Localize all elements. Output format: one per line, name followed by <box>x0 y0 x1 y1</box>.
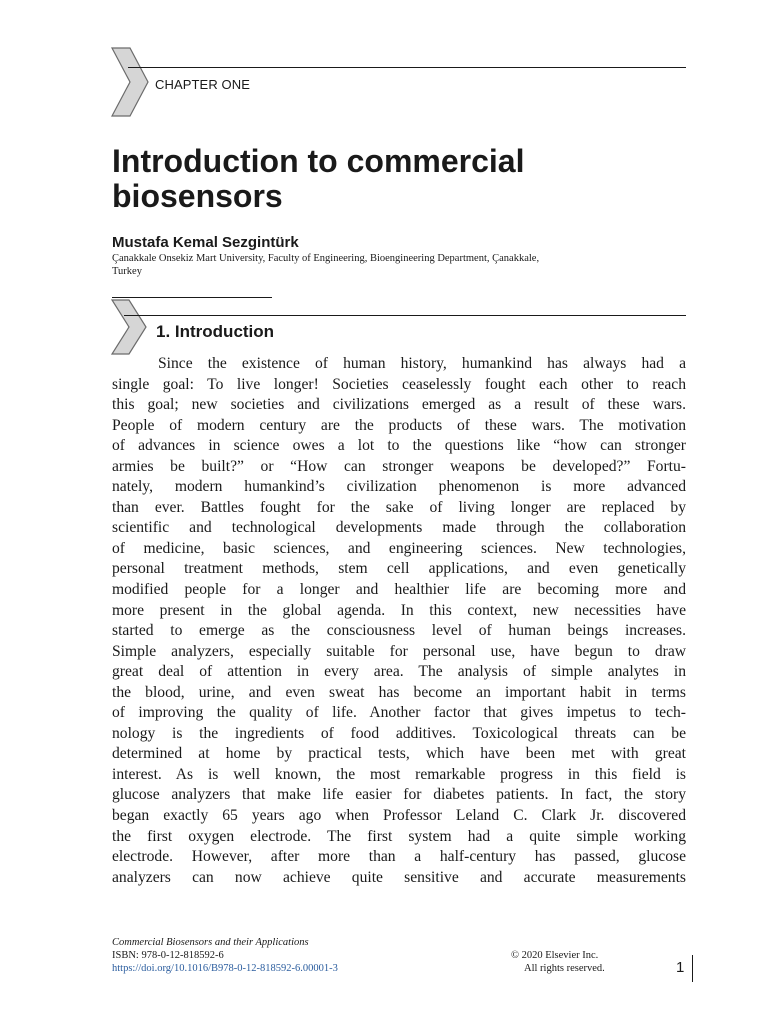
chapter-rule <box>128 67 686 68</box>
body-line: this goal; new societies and civilizations emerged as a result of these wars. <box>112 396 686 414</box>
author-affiliation <box>112 252 692 278</box>
chapter-label: CHAPTER ONE <box>155 77 251 92</box>
section-body <box>112 354 686 888</box>
footer-book-title: Commercial Biosensors and their Applications <box>112 937 309 948</box>
body-line: armies be built?” or “How can stronger weapons be developed?” Fortu- <box>112 457 686 475</box>
chapter-chevron-icon <box>110 46 150 118</box>
body-line: nately, modern humankind’s civilization phenomenon is more advanced <box>112 478 686 496</box>
body-line: Simple analyzers, especially suitable for personal use, have begun to draw <box>112 642 686 660</box>
footer-rights: All rights reserved. <box>524 963 605 974</box>
chapter-title-line1: Introduction to commercial <box>112 143 525 179</box>
body-line: scientific and technological developments made through the collaboration <box>112 519 686 537</box>
footer-doi-link[interactable]: https://doi.org/10.1016/B978-0-12-818592-6.00001-3 <box>112 963 338 974</box>
body-line: than ever. Battles fought for the sake of living longer are replaced by <box>112 498 686 516</box>
section-heading: 1. Introduction <box>156 322 275 341</box>
body-line: electrode. However, after more than a half-century has passed, glucose <box>112 848 686 866</box>
body-line: personal treatment methods, stem cell applications, and even genetically <box>112 560 686 578</box>
body-line: determined at home by practical tests, which have been met with great <box>112 745 686 763</box>
section-chevron-icon <box>110 298 150 356</box>
body-line: great deal of attention in every area. The analysis of simple analytes in <box>112 663 686 681</box>
body-line: single goal: To live longer! Societies ceaselessly fought each other to reach <box>112 375 686 393</box>
affiliation-line1: Çanakkale Onsekiz Mart University, Faculty of Engineering, Bioengineering Department, Çanakkale, <box>112 253 540 264</box>
section-rule <box>124 315 686 316</box>
body-line: the blood, urine, and even sweat has become an important habit in terms <box>112 683 686 701</box>
body-line: modified people for a longer and healthier life are becoming more and <box>112 581 686 599</box>
chapter-title <box>112 144 712 214</box>
body-line: glucose analyzers that make life easier for diabetes patients. In fact, the story <box>112 786 686 804</box>
body-line: began exactly 65 years ago when Professor Leland C. Clark Jr. discovered <box>112 807 686 825</box>
chapter-title-line2: biosensors <box>112 178 283 214</box>
body-line: the first oxygen electrode. The first system had a quite simple working <box>112 827 686 845</box>
body-line: analyzers can now achieve quite sensitive and accurate measurements <box>112 868 686 886</box>
page-number: 1 <box>676 959 685 976</box>
body-line: more present in the global agenda. In this context, new necessities have <box>112 601 686 619</box>
footer-copyright: © 2020 Elsevier Inc. <box>511 950 599 961</box>
body-line: of medicine, basic sciences, and engineering sciences. New technologies, <box>112 539 686 557</box>
body-line: of advances in science owes a lot to the questions like “how can stronger <box>112 437 686 455</box>
body-line: People of modern century are the products of these wars. The motivation <box>112 416 686 434</box>
body-line: of improving the quality of life. Another factor that gives impetus to tech- <box>112 704 686 722</box>
body-line: interest. As is well known, the most remarkable progress in this field is <box>112 765 686 783</box>
author-name: Mustafa Kemal Sezgintürk <box>112 234 299 251</box>
body-line: started to emerge as the consciousness level of human beings increases. <box>112 622 686 640</box>
affiliation-line2: Turkey <box>112 266 142 277</box>
page-number-bar <box>692 955 693 982</box>
body-line: nology is the ingredients of food additives. Toxicological threats can be <box>112 724 686 742</box>
footer-isbn: ISBN: 978-0-12-818592-6 <box>112 950 224 961</box>
body-line: Since the existence of human history, humankind has always had a <box>158 355 686 372</box>
